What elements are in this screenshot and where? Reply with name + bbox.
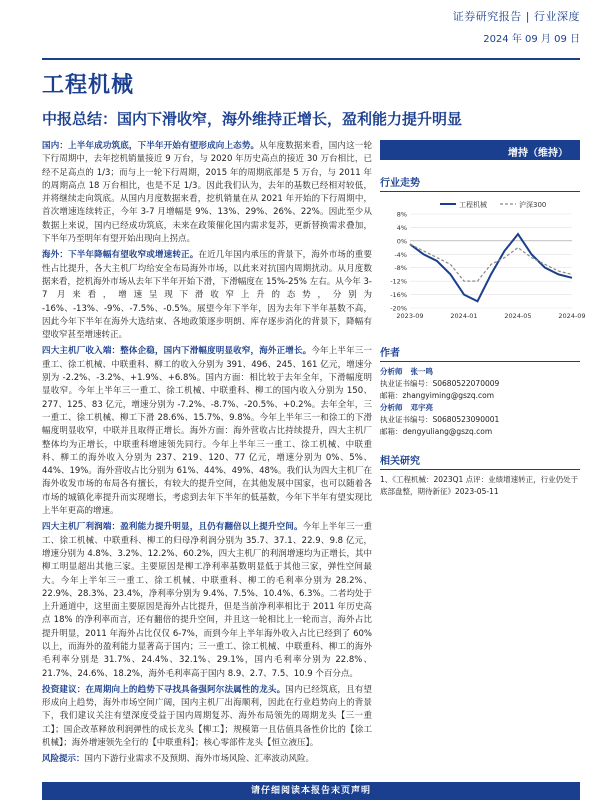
paragraph-domestic [42, 140, 372, 246]
y-tick-label: -12% [390, 277, 407, 286]
analyst-1-row [380, 366, 580, 378]
paragraph-text: 今年上半年三一重工、徐工机械、中联重科、柳工的收入分别为 391、496、245、161 亿元，增速分别为 -2.2%、-3.2%、+1.9%、+6.8%。国内方面：相比较于去年全年，下滑幅度明显收窄。今年上半年三一重工、徐工机械、中联重科、柳工的国内收入分别为 150、277、125、83 亿元，增速分别为 -7.2%、-8.7%、-20.5%、+0.2%。去年全年，三一重工、徐工机械、柳工下滑 28.6%、15.7%、9.8%。今年上半年三一和徐工的下滑幅度明显收窄，中联并且取得正增长。海外方面：海外营收占比持续提升，四大主机厂整体均为正增长，中联重科增速领先同行。今年上半年三一重工、徐工机械、中联重科、柳工的海外收入分别为 237、219、120、77 亿元，增速分别为 0%、5%、44%、19%。海外营收占比分别为 61%、44%、49%、48%。我们认为四大主机厂在海外收发市场的布局各有擅长，有较大的提升空间，在其他发展中国家，也可以随着各市场的城镇化率提升而实现增长，考虑到去年下半年的低基数，今年下半年有望实现比上半年更高的增速。 [42, 346, 372, 517]
report-body [42, 140, 372, 770]
x-tick-label: 2023-09 [396, 312, 424, 320]
x-tick-label: 2024-09 [558, 312, 586, 320]
sidebar [380, 140, 586, 498]
x-tick-label: 2024-05 [504, 312, 532, 320]
analyst-role: 分析师 [380, 367, 403, 376]
y-tick-label: 4% [396, 223, 407, 232]
header-divider [42, 58, 580, 60]
paragraph-text: 国内已经筑底，且有望形成向上趋势，海外市场空间广阔，国内主机厂出海顺利，因此在行业趋势向上的背景下，我们建议关注有望深度受益于国内周期复苏、海外布局领先的周期龙头【三一重工】；国企改革释放利润弹性的成长龙头【柳工】；规模第一且估值具备性价比的【徐工机械】；海外增速领先全行的【中联重科】；核心零部件龙头【恒立液压】。 [42, 684, 372, 749]
rating-badge: 增持（维持） [380, 140, 580, 160]
analyst-email[interactable]: 邮箱：zhangyiming@gszq.com [380, 391, 494, 400]
paragraph-investment [42, 684, 372, 750]
authors-heading: 作者 [380, 344, 580, 362]
paragraph-lead: 四大主机厂利润端：盈利能力提升明显，且仍有翻倍以上提升空间。 [42, 522, 303, 533]
analyst-name: 张一鸣 [410, 367, 433, 376]
paragraph-lead: 投资建议：在周期向上的趋势下寻找具备强阿尔法属性的龙头。 [42, 684, 286, 695]
legend-label-industry: 工程机械 [459, 201, 487, 209]
report-title: 中报总结：国内下滑收窄，海外维持正增长，盈利能力提升明显 [42, 110, 463, 128]
analyst-2-row [380, 402, 580, 414]
paragraph-revenue [42, 345, 372, 518]
paragraph-text: 在近几年国内承压的背景下，海外市场的重要性占比提升，各大主机厂均给安全布局海外市场，以此来对抗国内周期扰动。从月度数据来看，挖机海外市场从去年下半年开始下滑，下滑幅度在 15%-25% 左右。从今年 3-7 月来看，增速呈现下滑收窄上升的态势，分别为 -16%、-13%、-9%、-7.5%、-0.5%。展望今年下半年，因为去年下半年基数不高，因此今年下半年在海外大选结束、各地政策逐步明朗、库存逐步消化的背景下，降幅有望收窄甚至增速转正。 [42, 250, 372, 341]
legend-label-index: 沪深300 [519, 201, 547, 209]
paragraph-lead: 海外：下半年降幅有望收窄或增速转正。 [42, 250, 199, 261]
x-tick-label: 2024-01 [450, 312, 478, 320]
paragraph-lead: 四大主机厂收入端：整体企稳，国内下滑幅度明显收窄，海外正增长。 [42, 346, 312, 357]
y-tick-label: -16% [390, 291, 407, 300]
y-tick-label: -8% [394, 264, 407, 273]
y-tick-label: -20% [390, 304, 407, 313]
analyst-name: 邓宇亮 [410, 403, 433, 412]
analyst-cert: 执业证书编号：S0680522070009 [380, 379, 500, 388]
industry-title: 工程机械 [42, 73, 135, 98]
trend-chart-svg [380, 196, 586, 326]
paragraph-text: 国内下游行业需求不及预期、海外市场风险、汇率波动风险。 [84, 754, 315, 765]
analyst-role: 分析师 [380, 403, 403, 412]
report-header [453, 8, 580, 45]
related-heading: 相关研究 [380, 452, 580, 470]
paragraph-text: 今年上半年三一重工、徐工机械、中联重科、柳工的归母净利润分别为 35.7、37.1、22.9、9.8 亿元，增速分别为 4.8%、3.2%、12.2%、60.2%，四大主机厂的利润增速均为正增长，其中柳工明显超出其他三家。主要原因是柳工净利率基数明显低于其他三家，弹性空间最大。今年上半年三一重工、徐工机械、中联重科、柳工的毛利率分别为 28.2%、22.9%、28.3%、23.4%，净利率分别为 9.4%、7.5%、10.4%、6.3%。二者均处于上升通道中，这里面主要原因是海外占比提升，但是当前净利率相比于 2011 年历史高点 18% 的净利率而言，还有翻倍的提升空间，并且这一轮相比上一轮而言，海外占比提升明显，2011 年海外占比仅仅 6-7%，而到今年上半年海外收入占比已经到了 60% 以上，而海外的盈利能力显著高于国内；三一重工、徐工机械、中联重科、柳工的海外毛利率分别是 31.7%、24.4%、32.1%、29.1%，国内毛利率分别为 22.8%、21.7%、24.6%、18.2%，海外毛利率高于国内 8.9、2.7、7.5、10.9 个百分点。 [42, 522, 372, 679]
paragraph-risk [42, 753, 372, 766]
y-tick-label: -4% [394, 250, 407, 259]
report-date: 2024 年 09 月 09 日 [483, 34, 580, 45]
paragraph-profit [42, 521, 372, 681]
y-tick-label: 0% [396, 237, 407, 246]
analyst-email[interactable]: 邮箱：dengyuliang@gszq.com [380, 427, 493, 436]
analyst-cert: 执业证书编号：S0680523090001 [380, 415, 500, 424]
paragraph-lead: 国内：上半年成功筑底，下半年开始有望形成向上态势。 [42, 141, 260, 151]
paragraph-overseas [42, 249, 372, 342]
paragraph-lead: 风险提示： [42, 754, 85, 765]
footer-disclaimer: 请仔细阅读本报告末页声明 [42, 782, 580, 800]
paragraph-text: 从年度数据来看，国内这一轮下行周期中，去年挖机销量接近 9 万台，与 2020 年历史高点的接近 30 万台相比，已经不足高点的 1/3；而与上一轮下行周期，2015 年的周期底部是 5 万台，与 2011 年的周期高点 18 万台相比，也是不足 1/3。因此我们认为，去年的基数已经相对较低，并将继续走向筑底。从国内月度数据来看，挖机销量在从 2021 年开始的下行周期中，首次增速连续转正，今年 3-7 月增幅是 9%、13%、29%、26%、22%。因此至少从数据上来说，国内已经成功筑底，未来在政策催化国内需求复苏，更新替换需求叠加，下半年乃至明年有望开始出现向上拐点。 [42, 141, 372, 245]
trend-chart [380, 196, 586, 330]
report-type: 证券研究报告 | 行业深度 [452, 10, 580, 23]
trend-heading: 行业走势 [380, 174, 580, 192]
analyst-block [380, 366, 580, 438]
related-item[interactable]: 1、《工程机械：2023Q1 点评：业绩增速转正，行业仍处于底部盘整，期待新征》2023-05-11 [380, 475, 579, 496]
y-tick-label: 8% [396, 210, 407, 219]
